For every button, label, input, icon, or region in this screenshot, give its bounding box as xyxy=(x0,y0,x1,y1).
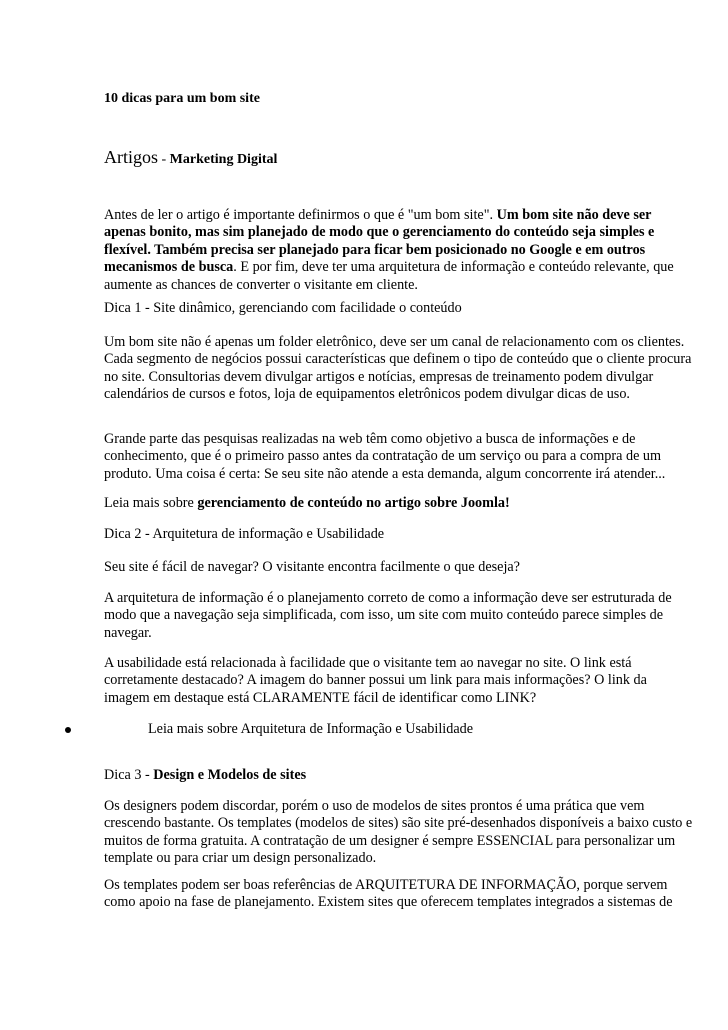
intro-text-bold: Um bom site não deve ser apenas bonito, mas sim planejado de modo que o gerenciamento do conteúdo seja simples e flexível. Também precisa ser planejado para ficar bem posicionado no Google e em outros mecanismos de busca xyxy=(104,207,655,276)
article-header xyxy=(104,149,696,168)
bullet-list-item xyxy=(0,720,700,740)
section-label: Artigos xyxy=(104,147,158,167)
dica1-paragraph-2: Grande parte das pesquisas realizadas na web têm como objetivo a busca de informações e de conhecimento, que é o primeiro passo antes da contratação de um serviço ou para a compra de um produto. Uma coisa é certa: Se seu site não atende a esta demanda, algum concorrente irá atender... xyxy=(104,431,666,482)
joomla-link[interactable]: gerenciamento de conteúdo no artigo sobre Joomla! xyxy=(197,495,510,511)
read-more-prefix: Leia mais sobre xyxy=(104,495,198,511)
dica3-heading xyxy=(104,767,696,784)
dica2-heading: Dica 2 - Arquitetura de informação e Usabilidade xyxy=(104,526,385,542)
dica3-paragraph-2: Os templates podem ser boas referências de ARQUITETURA DE INFORMAÇÃO, porque servem como apoio na fase de planejamento. Existem sites que oferecem templates integrados a sistemas de xyxy=(104,877,673,911)
document-title: 10 dicas para um bom site xyxy=(104,91,260,106)
dica3-paragraph-1: Os designers podem discordar, porém o uso de modelos de sites prontos é uma prática que vem crescendo bastante. Os templates (modelos de sites) são site pré-desenhados disponíveis a baixo custo e muitos de forma gratuita. A contratação de um designer é sempre ESSENCIAL para personalizar um template ou para criar um design personalizado. xyxy=(104,798,693,867)
intro-paragraph xyxy=(104,207,696,294)
header-separator: - xyxy=(158,152,170,167)
dica1-paragraph-1: Um bom site não é apenas um folder eletrônico, deve ser um canal de relacionamento com os clientes. Cada segmento de negócios possui características que definem o tipo de conteúdo que o cliente procura no site. Consultorias devem divulgar artigos e notícias, empresas de treinamento podem divulgar calendários de cursos e fotos, loja de equipamentos eletrônicos podem divulgar dicas de uso. xyxy=(104,334,692,403)
dica2-paragraph-1: Seu site é fácil de navegar? O visitante encontra facilmente o que deseja? xyxy=(104,559,520,575)
dica2-paragraph-3: A usabilidade está relacionada à facilidade que o visitante tem ao navegar no site. O link está corretamente destacado? A imagem do banner possui um link para mais informações? O link da imagem em destaque está CLARAMENTE fácil de identificar como LINK? xyxy=(104,655,647,706)
dica3-heading-bold: Design e Modelos de sites xyxy=(153,767,307,783)
dica3-heading-prefix: Dica 3 - xyxy=(104,767,154,783)
category-label: Marketing Digital xyxy=(169,152,278,167)
dica1-heading: Dica 1 - Site dinâmico, gerenciando com facilidade o conteúdo xyxy=(104,300,462,316)
usability-link[interactable]: Leia mais sobre Arquitetura de Informação e Usabilidade xyxy=(148,721,474,737)
intro-text-c: . E por fim, deve ter uma arquitetura de informação e conteúdo relevante, que aumente as chances de converter o visitante em cliente. xyxy=(104,259,674,293)
bullet-icon xyxy=(65,727,71,733)
intro-text-a: Antes de ler o artigo é importante definirmos o que é "um bom site". xyxy=(104,207,497,223)
dica2-paragraph-2: A arquitetura de informação é o planejamento correto de como a informação deve ser estruturada de modo que a navegação seja simplificada, com isso, um site com muito conteúdo parece simples de navegar. xyxy=(104,590,672,641)
dica1-read-more xyxy=(104,495,696,512)
